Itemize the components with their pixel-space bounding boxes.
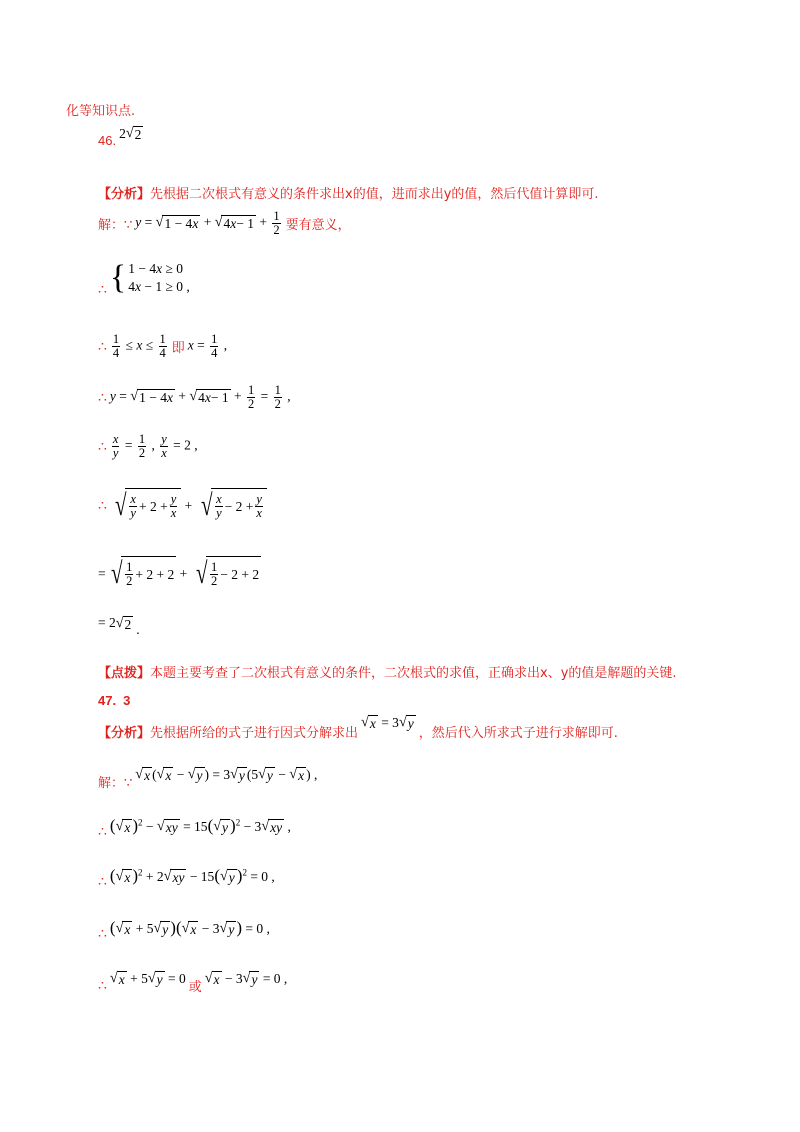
therefore-icon: ∴	[98, 824, 107, 841]
therefore-icon: ∴	[98, 338, 107, 355]
q46-point-text: 本题主要考查了二次根式有意义的条件，二次根式的求值，正确求出x、y的值是解题的关键.	[150, 666, 677, 681]
q47-solution-line-3: ∴ ( √ x )$^2$ + 2 √ xy − 15( √ y )$^2$ = 0 ,	[98, 866, 275, 891]
q46-solution-prefix: 解：∵	[98, 218, 133, 234]
q46-range-line: ∴ $\frac{1}{4}$ ≤ x ≤ $\frac{1}{4}$ 即 x = $\frac{1}{4}$ ,	[98, 332, 228, 361]
q47-answer: 3	[123, 693, 131, 708]
q46-point-tag: 【点拨】	[98, 666, 151, 681]
therefore-icon: ∴	[98, 926, 107, 943]
q46-analysis	[98, 183, 599, 202]
q47-analysis: 【分析】先根据所给的式子进行因式分解求出 √ x = 3 √ y ，然后代入所求式子进行求解即可.	[98, 714, 618, 741]
therefore-icon: ∴	[98, 389, 107, 406]
q46-solution-suffix: 要有意义，	[285, 218, 351, 234]
q46-point	[98, 662, 677, 681]
q47-analysis-text-a: 先根据所给的式子进行因式分解求出	[150, 726, 359, 741]
q46-ratio-line: ∴ $\frac{x}{y}$ = $\frac{1}{2}$ , $\frac{y}{x}$ = 2 ,	[98, 432, 198, 461]
q47-solution-prefix: 解：∵	[98, 776, 133, 791]
q46-number: 46.	[98, 133, 117, 149]
q46-system: ∴ { 1 − 4x ≥ 0 4x − 1 ≥ 0 ,	[98, 259, 190, 298]
therefore-icon: ∴	[98, 498, 107, 514]
q47-solution-line-1: 解：∵ √ x ( √ x − √ y ) = 3 √ y (5 √ y − √ x ) ,	[98, 766, 318, 791]
q47-solution-line-4: ∴ ( √ x + 5 √ y )( √ x − 3 √ y ) = 0 ,	[98, 918, 270, 943]
q47-analysis-tag: 【分析】	[98, 726, 151, 741]
q47-solution-line-2: ∴ ( √ x )$^2$ − √ xy = 15( √ y )$^2$ − 3 √ xy ,	[98, 816, 291, 841]
q46-analysis-tag: 【分析】	[98, 187, 151, 202]
q47-solution-line-5: ∴ √ x + 5 √ y = 0 或 √ x − 3 √ y = 0 ,	[98, 970, 288, 995]
q46-result-line: = 2 √ 2 .	[98, 614, 140, 637]
q46-expression-line: ∴ √ $\frac{x}{y}$ + 2 + $\frac{y}{x}$ + √ $\frac{x}{y}$ − 2 + $\frac{y}{x}$	[98, 488, 267, 524]
q46-answer: 2 √ 2	[119, 125, 142, 143]
q46-substitution-line: = √ $\frac{1}{2}$ + 2 + 2 + √ $\frac{1}{2}$ − 2 + 2	[98, 557, 260, 590]
therefore-icon: ∴	[98, 282, 107, 298]
q46-ji: 即	[171, 341, 185, 357]
q47-or: 或	[188, 980, 202, 995]
q47-number: 47.	[98, 693, 117, 708]
q46-header	[98, 125, 143, 149]
q46-y-line: ∴ y = √ 1 − 4 x + √ 4 x − 1 + $\frac{1}{2}$ = $\frac{1}{2}$ ,	[98, 383, 291, 412]
therefore-icon: ∴	[98, 874, 107, 891]
q46-solution-line-1: 解：∵ y = √ 1 − 4 x + √ 4 x − 1 + $\frac{1}{2}$ 要有意义，	[98, 209, 351, 238]
intro-text: 化等知识点.	[66, 104, 136, 119]
therefore-icon: ∴	[98, 977, 107, 994]
therefore-icon: ∴	[98, 438, 107, 455]
q47-analysis-text-b: ，然后代入所求式子进行求解即可.	[418, 726, 618, 741]
q47-header	[98, 693, 130, 708]
q46-analysis-text: 先根据二次根式有意义的条件求出x的值，进而求出y的值，然后代值计算即可.	[150, 187, 599, 202]
